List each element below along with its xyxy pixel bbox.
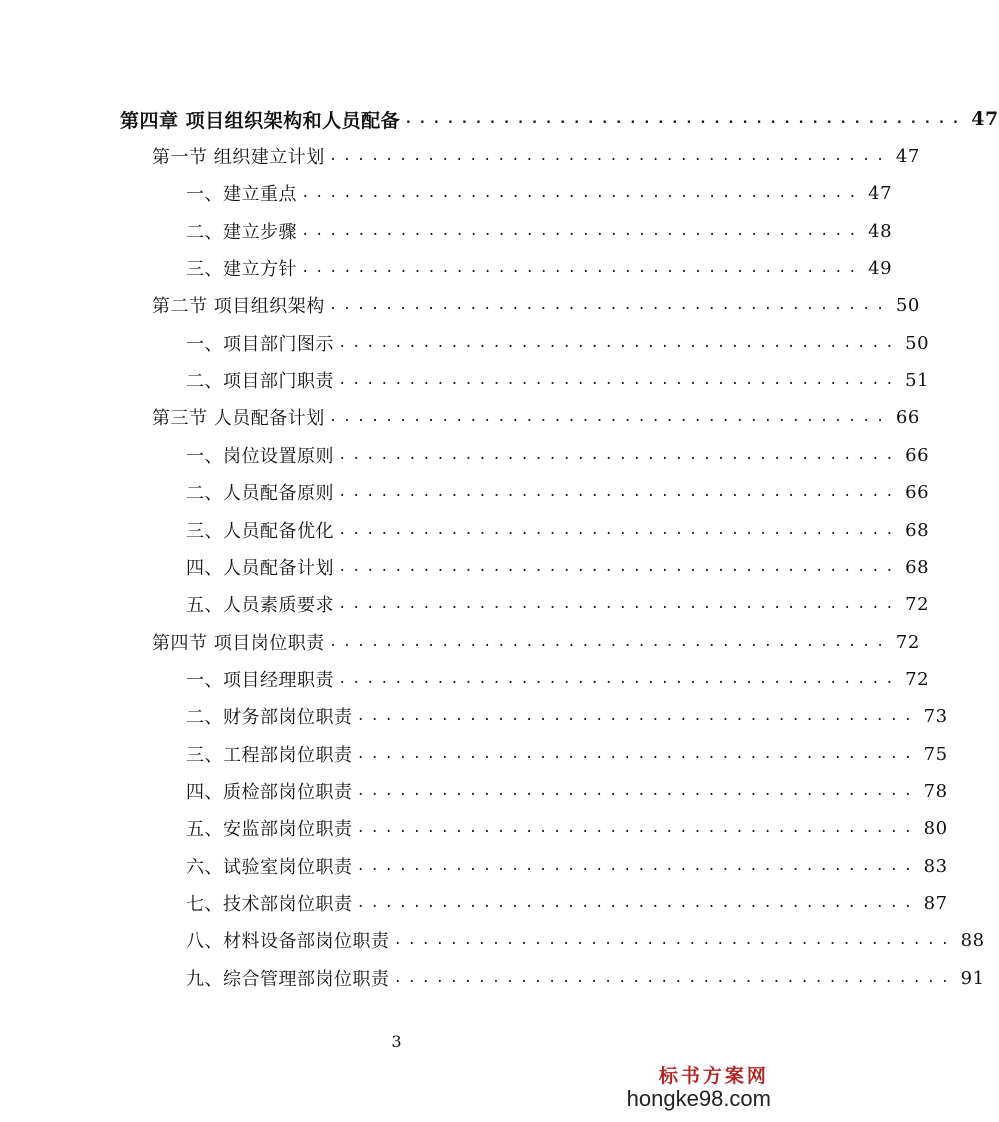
toc-entry-label: 一、岗位设置原则 — [186, 446, 334, 467]
leader-dots: ........................................ — [393, 932, 955, 948]
toc-entry-page: 80 — [923, 817, 948, 839]
toc-entry-item[interactable] — [186, 328, 930, 358]
leader-dots: ........................................ — [338, 596, 900, 612]
toc-entry-section[interactable] — [152, 402, 920, 432]
toc-entry-item[interactable] — [186, 925, 985, 955]
toc-entry-page: 68 — [905, 519, 930, 541]
leader-dots: ........................................ — [338, 447, 900, 463]
toc-entry-item[interactable] — [186, 963, 985, 993]
toc-entry-section[interactable] — [152, 290, 920, 320]
toc-entry-item[interactable] — [186, 664, 930, 694]
leader-dots: ........................................ — [338, 372, 900, 388]
watermark-domain: hongke98.com — [626, 1086, 771, 1111]
toc-entry-item[interactable] — [186, 851, 948, 881]
toc-entry-label: 一、建立重点 — [186, 184, 297, 205]
leader-dots: ........................................ — [356, 746, 918, 762]
toc-entry-item[interactable] — [186, 515, 930, 545]
leader-dots: ........................................ — [356, 708, 918, 724]
toc-entry-label: 六、试验室岗位职责 — [186, 857, 353, 878]
toc-entry-page: 75 — [923, 743, 948, 765]
toc-entry-label: 九、综合管理部岗位职责 — [186, 969, 390, 990]
toc-entry-item[interactable] — [186, 589, 930, 619]
toc-entry-label: 一、项目经理职责 — [186, 670, 334, 691]
toc-entry-page: 91 — [960, 967, 985, 989]
toc-entry-page: 88 — [960, 929, 985, 951]
toc-entry-page: 73 — [923, 705, 948, 727]
toc-entry-page: 48 — [868, 220, 893, 242]
toc-entry-item[interactable] — [186, 365, 930, 395]
toc-entry-label: 一、项目部门图示 — [186, 334, 334, 355]
toc-entry-label: 五、安监部岗位职责 — [186, 819, 353, 840]
leader-dots: ........................................ — [338, 522, 900, 538]
leader-dots: ........................................ — [356, 820, 918, 836]
page-number: 3 — [391, 1032, 402, 1051]
toc-entry-item[interactable] — [186, 477, 930, 507]
leader-dots: ........................................ — [328, 148, 890, 164]
leader-dots: ........................................ — [338, 559, 900, 575]
toc-entry-item[interactable] — [186, 739, 948, 769]
toc-entry-section[interactable] — [152, 141, 920, 171]
toc-entry-page: 47 — [868, 182, 893, 204]
leader-dots: ........................................ — [356, 895, 918, 911]
toc-entry-page: 51 — [905, 369, 930, 391]
toc-entry-label: 第三节 人员配备计划 — [152, 408, 325, 429]
toc-entry-label: 三、人员配备优化 — [186, 521, 334, 542]
toc-entry-item[interactable] — [186, 776, 948, 806]
toc-entry-item[interactable] — [186, 253, 893, 283]
toc-entry-page: 78 — [923, 780, 948, 802]
toc-entry-page: 68 — [905, 556, 930, 578]
toc-entry-item[interactable] — [186, 701, 948, 731]
toc-entry-page: 50 — [895, 294, 920, 316]
toc-entry-label: 三、工程部岗位职责 — [186, 745, 353, 766]
toc-entry-label: 二、财务部岗位职责 — [186, 707, 353, 728]
leader-dots: ........................................ — [393, 970, 955, 986]
toc-entry-page: 47 — [895, 145, 920, 167]
toc-entry-item[interactable] — [186, 216, 893, 246]
leader-dots: ........................................ — [338, 335, 900, 351]
toc-entry-page: 66 — [905, 481, 930, 503]
toc-entry-page: 47 — [971, 108, 999, 130]
toc-entry-item[interactable] — [186, 178, 893, 208]
toc-entry-page: 72 — [905, 593, 930, 615]
toc-entry-label: 二、人员配备原则 — [186, 483, 334, 504]
watermark — [627, 1061, 771, 1112]
toc-entry-label: 第四节 项目岗位职责 — [152, 633, 325, 654]
toc-entry-page: 66 — [905, 444, 930, 466]
toc-entry-label: 第二节 项目组织架构 — [152, 296, 325, 317]
leader-dots: ........................................ — [301, 223, 863, 239]
watermark-chinese: 标书方案网 — [658, 1065, 769, 1087]
toc-entry-page: 72 — [905, 668, 930, 690]
toc-entry-page: 72 — [895, 631, 920, 653]
toc-entry-label: 七、技术部岗位职责 — [186, 894, 353, 915]
toc-entry-label: 第四章 项目组织架构和人员配备 — [120, 109, 401, 132]
toc-entry-label: 二、项目部门职责 — [186, 371, 334, 392]
toc-entry-page: 49 — [868, 257, 893, 279]
toc-entry-item[interactable] — [186, 888, 948, 918]
toc-entry-page: 83 — [923, 855, 948, 877]
toc-entry-label: 四、人员配备计划 — [186, 558, 334, 579]
leader-dots: ........................................ — [328, 409, 890, 425]
toc-entry-chapter[interactable] — [120, 104, 999, 134]
leader-dots: ........................................ — [328, 297, 890, 313]
toc-entry-label: 第一节 组织建立计划 — [152, 147, 325, 168]
leader-dots: ........................................ — [328, 634, 890, 650]
toc-entry-page: 87 — [923, 892, 948, 914]
toc-entry-page: 50 — [905, 332, 930, 354]
leader-dots: ........................................ — [356, 783, 918, 799]
leader-dots: ........................................ — [356, 858, 918, 874]
toc-entry-label: 三、建立方针 — [186, 259, 297, 280]
toc-entry-item[interactable] — [186, 440, 930, 470]
toc-entry-label: 二、建立步骤 — [186, 222, 297, 243]
toc-entry-item[interactable] — [186, 552, 930, 582]
leader-dots: ........................................ — [301, 185, 863, 201]
toc-entry-label: 四、质检部岗位职责 — [186, 782, 353, 803]
toc-entry-item[interactable] — [186, 813, 948, 843]
leader-dots: ........................................ — [404, 111, 966, 127]
leader-dots: ........................................ — [338, 484, 900, 500]
leader-dots: ........................................ — [338, 671, 900, 687]
toc-entry-label: 八、材料设备部岗位职责 — [186, 931, 390, 952]
toc-entry-section[interactable] — [152, 627, 920, 657]
toc-entry-page: 66 — [895, 406, 920, 428]
toc-entry-label: 五、人员素质要求 — [186, 595, 334, 616]
leader-dots: ........................................ — [301, 260, 863, 276]
